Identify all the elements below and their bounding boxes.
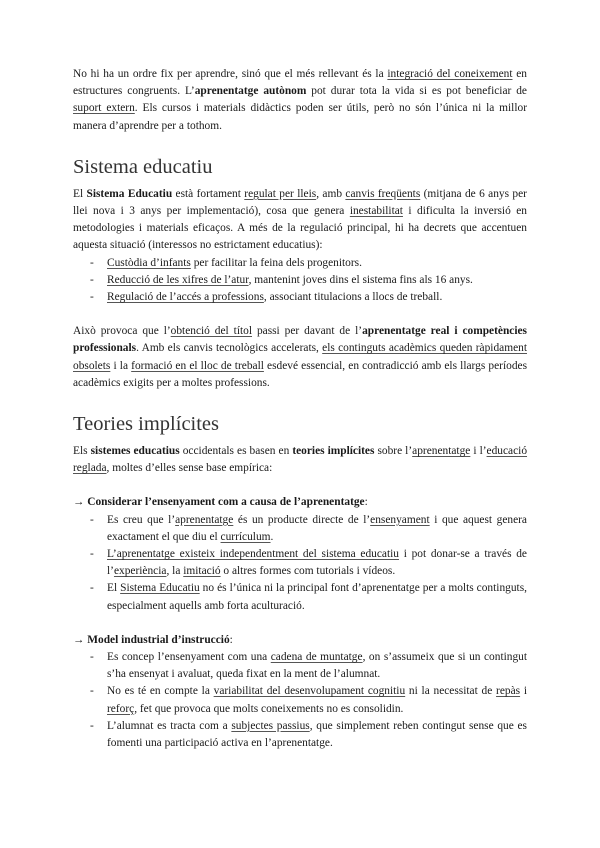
sistema-educatiu-paragraph bbox=[73, 186, 527, 255]
text-run: en estructures congruents. L’ bbox=[73, 68, 527, 98]
subheading-title: Model industrial d’instrucció bbox=[87, 633, 230, 646]
underlined-term: Custòdia d’infants bbox=[107, 256, 191, 269]
text-run: . Amb els canvis tecnològics accelerats, bbox=[136, 342, 323, 355]
text-run: : bbox=[364, 496, 368, 509]
section-heading-teories-implicites: Teories implícites bbox=[73, 413, 220, 436]
text-run: i pot donar-se a través de l’ bbox=[107, 548, 527, 578]
text-run: El bbox=[107, 582, 121, 595]
text-run: (mitjana de 6 anys per llei nova i 3 anys per implementació), cosa que genera bbox=[73, 187, 527, 218]
underlined-term: imitació bbox=[183, 565, 221, 578]
underlined-term: subjectes passius bbox=[231, 719, 310, 732]
text-run: No hi ha un ordre fix per aprendre, sinó que el més rellevant és la bbox=[73, 68, 388, 80]
text-run: , amb bbox=[316, 187, 346, 200]
text-run: : bbox=[229, 633, 233, 646]
text-run: i la bbox=[110, 359, 132, 372]
underlined-term: experiència bbox=[113, 565, 167, 578]
text-run: és un producte directe de l’ bbox=[233, 513, 371, 526]
list-item bbox=[73, 255, 527, 272]
section-heading-sistema-educatiu: Sistema educatiu bbox=[73, 155, 213, 178]
text-run: i l’ bbox=[470, 445, 487, 458]
bold-term: teories implícites bbox=[292, 445, 375, 458]
decrets-list bbox=[73, 255, 527, 307]
underlined-term: L’aprenentatge existeix independentment del sistema educatiu bbox=[107, 548, 399, 561]
underlined-term: regulat per lleis bbox=[244, 187, 317, 200]
underlined-term: inestabilitat bbox=[349, 205, 403, 218]
intro-paragraph bbox=[73, 66, 527, 135]
text-run: , que simplement reben contingut sense que es fomenti una participació activa en l’aprenentatge. bbox=[107, 719, 527, 750]
list-item bbox=[73, 272, 527, 289]
underlined-term: suport extern bbox=[73, 102, 135, 115]
right-arrow-icon: → bbox=[73, 496, 88, 509]
text-run: pot durar tota la vida si es pot beneficiar de bbox=[306, 85, 527, 98]
text-run: , associant titulacions a llocs de treball. bbox=[263, 291, 443, 304]
underlined-term: aprenentatge bbox=[412, 445, 471, 458]
underlined-term: repàs bbox=[496, 685, 521, 698]
list-item bbox=[73, 512, 527, 546]
text-run: El bbox=[73, 187, 87, 200]
ensenyament-causa-list bbox=[73, 512, 527, 615]
underlined-term: reforç bbox=[107, 702, 135, 715]
text-run: , fet que provoca que molts coneixements no es consolidin. bbox=[134, 702, 404, 715]
text-run: Els bbox=[73, 445, 91, 458]
text-run: i que aquest genera exactament el que diu el bbox=[107, 513, 527, 543]
list-item bbox=[73, 718, 527, 752]
text-run: occidentals es basen en bbox=[179, 445, 293, 458]
underlined-term: variabilitat del desenvolupament cognitiu bbox=[213, 685, 406, 698]
list-item bbox=[73, 649, 527, 683]
model-industrial-list bbox=[73, 649, 527, 752]
bold-term: aprenentatge real i competències professionals bbox=[73, 325, 527, 355]
text-run: L’alumnat es tracta com a bbox=[107, 719, 232, 732]
bold-term: aprenentatge autònom bbox=[194, 85, 307, 98]
consequences-paragraph bbox=[73, 323, 527, 392]
list-item bbox=[73, 580, 527, 614]
underlined-term: Regulació de l’accés a professions bbox=[107, 291, 264, 304]
text-run: , la bbox=[166, 565, 184, 578]
text-run: no és l’única ni la principal font d’aprenentatge per a molts continguts, especialment aquells amb forta aculturació. bbox=[107, 582, 527, 612]
text-run: està fortament bbox=[172, 187, 245, 200]
underlined-term: integració del coneixement bbox=[387, 68, 513, 80]
list-item bbox=[73, 546, 527, 580]
text-run: esdevé essencial, en contradicció amb els llargs períodes acadèmics exigits per a moltes professions. bbox=[73, 359, 528, 389]
right-arrow-icon: → bbox=[73, 633, 88, 646]
underlined-term: ensenyament bbox=[370, 513, 430, 526]
text-run: i bbox=[520, 685, 527, 698]
bold-term: sistemes educatius bbox=[90, 445, 180, 458]
underlined-term: currículum bbox=[220, 530, 271, 543]
text-run: ni la necessitat de bbox=[405, 685, 497, 698]
underlined-term: formació en el lloc de treball bbox=[131, 359, 264, 372]
text-run: . bbox=[270, 530, 274, 543]
subheading-model-industrial bbox=[73, 632, 527, 649]
underlined-term: cadena de muntatge bbox=[270, 651, 363, 664]
underlined-term: aprenentatge bbox=[175, 513, 234, 526]
underlined-term: Reducció de les xifres de l’atur bbox=[107, 273, 249, 286]
text-run: Es concep l’ensenyament com una bbox=[107, 651, 271, 664]
list-item bbox=[73, 289, 527, 306]
text-run: . Els cursos i materials didàctics poden ser útils, però no són l’única ni la millor manera d’aprendre per a tothom. bbox=[73, 102, 527, 132]
underlined-term: els continguts acadèmics queden ràpidament obsolets bbox=[73, 342, 527, 372]
text-run: per facilitar la feina dels progenitors. bbox=[190, 256, 362, 269]
subheading-ensenyament-causa bbox=[73, 494, 527, 511]
text-run: Es creu que l’ bbox=[107, 513, 176, 526]
text-run: o altres formes com tutorials i vídeos. bbox=[220, 565, 396, 578]
list-item bbox=[73, 683, 527, 717]
underlined-term: canvis freqüents bbox=[345, 187, 421, 200]
text-run: passi per davant de l’ bbox=[252, 325, 363, 338]
text-run: sobre l’ bbox=[374, 445, 413, 458]
teories-paragraph bbox=[73, 443, 527, 477]
text-run: , on s’assumeix que si un contingut s’ha ensenyat i avaluat, queda fixat en la ment de l’alumnat. bbox=[107, 651, 528, 681]
underlined-term: obtenció del títol bbox=[170, 325, 253, 338]
underlined-term: educació reglada bbox=[73, 445, 528, 475]
text-run: i dificulta la inversió en metodologies i materials eficaços. A més de la regulació principal, hi ha decrets que accentuen aquesta situació (interessos no estrictament educatius): bbox=[73, 205, 527, 252]
text-run: Això provoca que l’ bbox=[73, 325, 171, 338]
subheading-title: Considerar l’ensenyament com a causa de l’aprenentatge bbox=[87, 496, 365, 509]
text-run: No es té en compte la bbox=[107, 685, 214, 698]
bold-term: Sistema Educatiu bbox=[86, 187, 173, 200]
text-run: , moltes d’elles sense base empírica: bbox=[106, 462, 273, 475]
underlined-term: Sistema Educatiu bbox=[120, 582, 200, 595]
text-run: , mantenint joves dins el sistema fins als 16 anys. bbox=[248, 273, 473, 286]
